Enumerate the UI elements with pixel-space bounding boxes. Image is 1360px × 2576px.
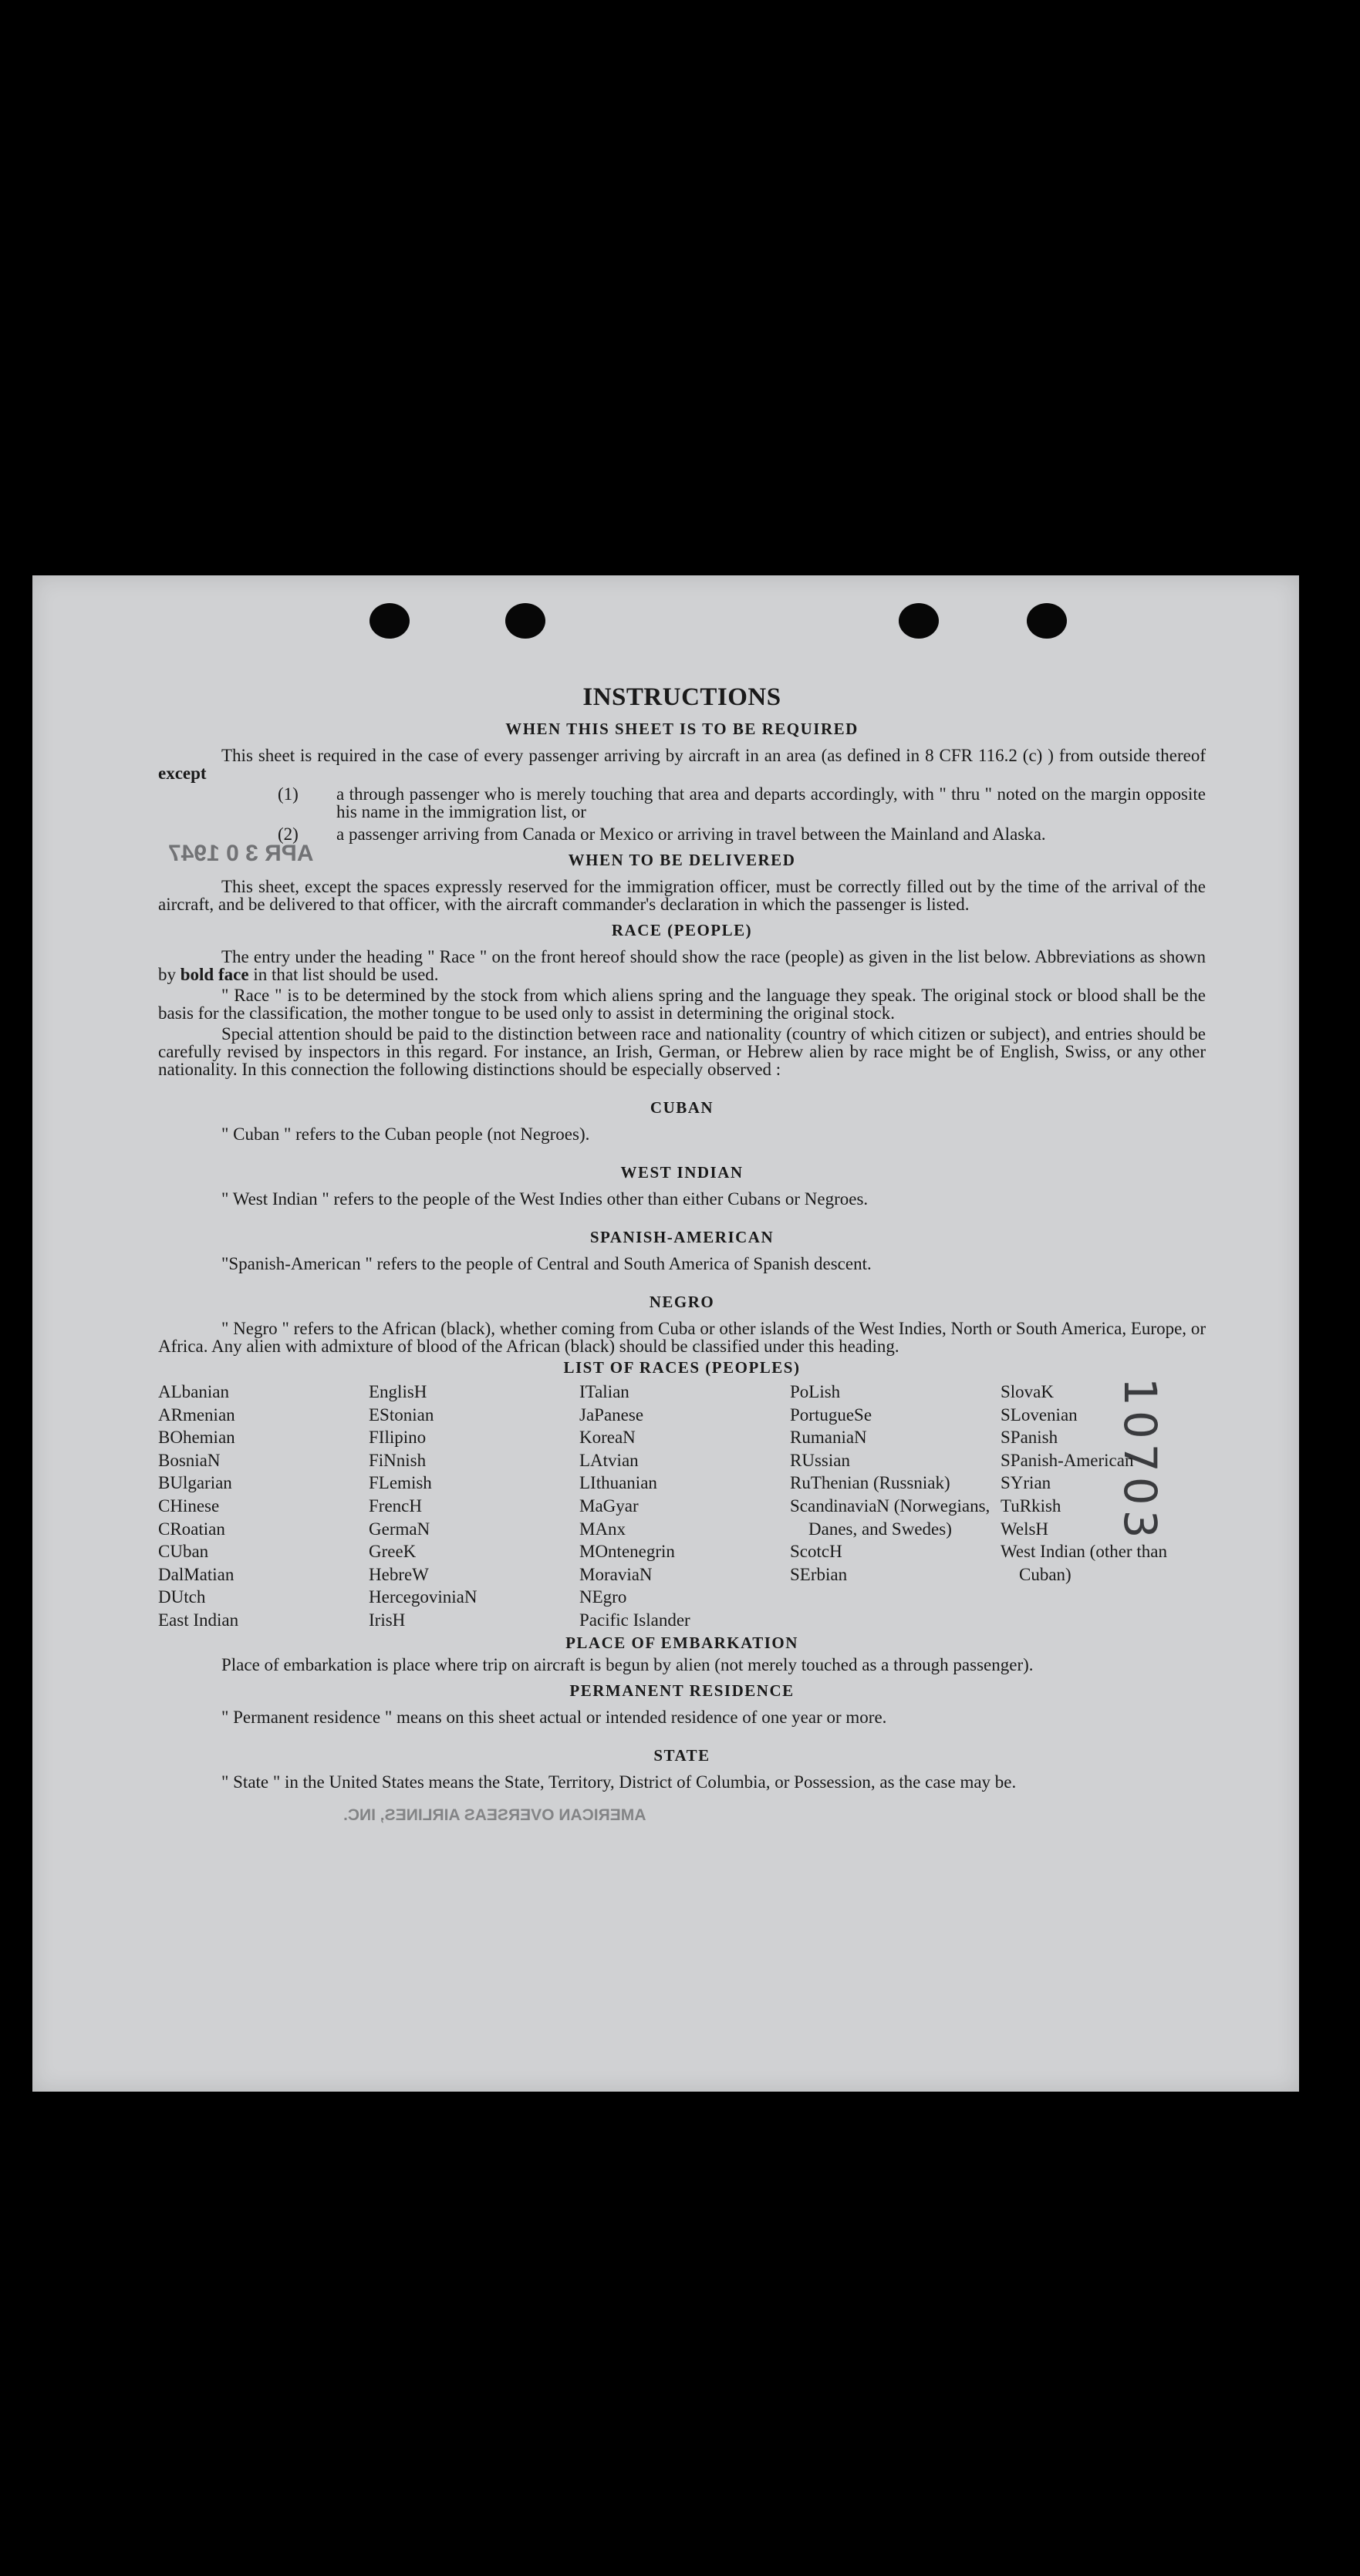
race-entry: FiNnish [369,1450,427,1470]
race-entry: West Indian (other than Cuban) [1001,1542,1167,1584]
race-column [579,1381,790,1632]
punch-hole [370,603,410,639]
race-entry: HebreW [369,1564,429,1584]
when-delivered-heading: WHEN TO BE DELIVERED [568,851,796,869]
race-entry: PoLish [790,1382,841,1401]
state-heading: STATE [653,1745,710,1765]
state-text: " State " in the United States means the State, Territory, District of Columbia, or Possession, as the case may be. [221,1772,1017,1792]
race-entry: HercegoviniaN [369,1587,478,1607]
race-entry: GermaN [369,1519,430,1539]
page-title: INSTRUCTIONS [582,683,781,711]
race-entry: SPanish-American [1001,1450,1134,1470]
race-entry: ScotcH [790,1542,842,1562]
negro-text: " Negro " refers to the African (black), whether coming from Cuba or other islands of the West Indies, North or South America, Europe, or Africa. Any alien with admixture of blood of the African (black) should be classified under this heading. [158,1319,1206,1356]
race-entry: DalMatian [158,1564,235,1584]
race-entry: Pacific Islander [579,1610,690,1630]
race-entry: SPanish [1001,1428,1058,1448]
date-stamp: APR 3 0 1947 [168,841,314,866]
race-entry: EStonian [369,1404,434,1425]
race-entry: MOntenegrin [579,1542,675,1562]
race-entry: ALbanian [158,1382,229,1401]
race-entry: FLemish [369,1473,432,1493]
race-column [369,1381,579,1632]
race-entry: DUtch [158,1587,206,1607]
instructions-content [158,683,1206,1794]
race-entry: EnglisH [369,1382,427,1401]
race-entry: ARmenian [158,1404,235,1425]
race-column [158,1381,369,1632]
race-entry: RUssian [790,1450,850,1470]
race-entry: CHinese [158,1495,220,1516]
race-text-2: " Race " is to be determined by the stock from which aliens spring and the language they speak. The original stock or blood shall be the basis for the classification, the mother tongue to be used only to assist in determining the original stock. [158,986,1206,1023]
race-heading: RACE (PEOPLE) [611,921,753,939]
race-entry: SYrian [1001,1473,1051,1493]
exception-item: (1) a through passenger who is merely touching that area and departs accordingly, with " thru " noted on the margin opposite his name in the immigration list, or [278,784,1206,821]
race-entry: ITalian [579,1382,629,1401]
race-entry: GreeK [369,1542,417,1562]
cuban-text: " Cuban " refers to the Cuban people (not Negroes). [221,1124,590,1144]
race-entry: KoreaN [579,1428,636,1448]
punch-hole [505,603,545,639]
west-indian-text: " West Indian " refers to the people of the West Indies other than either Cubans or Negroes. [221,1189,869,1209]
cuban-heading: CUBAN [650,1098,714,1117]
race-entry: MaGyar [579,1495,639,1516]
spanish-american-text: "Spanish-American " refers to the people of Central and South America of Spanish descent. [221,1254,872,1273]
race-entry: BUlgarian [158,1473,232,1493]
race-column [790,1381,1001,1632]
handwritten-number: 10703 [1114,1377,1166,1543]
race-entry: CRoatian [158,1519,225,1539]
race-entry: WelsH [1001,1519,1049,1539]
race-entry: SErbian [790,1564,848,1584]
embarkation-heading: PLACE OF EMBARKATION [565,1633,798,1652]
negro-heading: NEGRO [649,1293,715,1311]
race-entry: SlovaK [1001,1382,1054,1401]
exception-item: (2) a passenger arriving from Canada or Mexico or arriving in travel between the Mainland and Alaska. [278,824,1046,844]
punch-hole [1027,603,1067,639]
airline-stamp: AMERICAN OVERSEAS AIRLINES, INC. [343,1806,646,1824]
race-entry: ScandinaviaN (Norwegians, Danes, and Swedes) [790,1495,990,1539]
race-text-1: The entry under the heading " Race " on the front hereof should show the race (people) as given in the list below. Abbreviations as shown by bold face in that list should be used. [158,947,1206,984]
race-entry: BosniaN [158,1450,221,1470]
spanish-american-heading: SPANISH-AMERICAN [589,1228,774,1246]
race-column [1001,1381,1206,1632]
race-entry: LAtvian [579,1450,639,1470]
residence-heading: PERMANENT RESIDENCE [569,1681,795,1700]
when-required-text: This sheet is required in the case of every passenger arriving by aircraft in an area (as defined in 8 CFR 116.2 (c) ) from outside thereof except [158,746,1206,783]
race-entry: FIlipino [369,1428,427,1448]
residence-text: " Permanent residence " means on this sheet actual or intended residence of one year or more. [221,1707,887,1727]
race-entry: NEgro [579,1587,627,1607]
race-entry: RumaniaN [790,1428,867,1448]
race-entry: TuRkish [1001,1495,1061,1516]
race-entry: FrencH [369,1495,422,1516]
race-entry: JaPanese [579,1404,644,1425]
race-entry: CUban [158,1542,209,1562]
race-entry: PortugueSe [790,1404,872,1425]
when-required-heading: WHEN THIS SHEET IS TO BE REQUIRED [505,720,859,738]
race-entry: SLovenian [1001,1404,1078,1425]
race-entry: IrisH [369,1610,406,1630]
race-entry: BOhemian [158,1428,235,1448]
list-of-races-heading: LIST OF RACES (PEOPLES) [563,1358,801,1377]
race-text-3: Special attention should be paid to the distinction between race and nationality (country of which citizen or subject), and entries should be carefully revised by inspectors in this regard. For instance, an Irish, German, or Hebrew alien by race might be of English, Swiss, or any other nationality. In this connection the following distinctions should be especially observed : [158,1024,1206,1079]
race-entry: RuThenian (Russniak) [790,1473,950,1493]
race-entry: East Indian [158,1610,239,1630]
when-delivered-text: This sheet, except the spaces expressly reserved for the immigration officer, must be correctly filled out by the time of the arrival of the aircraft, and be delivered to that officer, with the aircraft commander's declaration in which the passenger is listed. [158,877,1206,914]
race-entry: LIthuanian [579,1473,657,1493]
embarkation-text: Place of embarkation is place where trip on aircraft is begun by alien (not merely touched as a through passenger). [221,1654,1034,1674]
punch-hole [899,603,939,639]
race-entry: MAnx [579,1519,626,1539]
race-entry: MoraviaN [579,1564,653,1584]
race-list [158,1381,1206,1632]
document-page [32,575,1299,2092]
west-indian-heading: WEST INDIAN [620,1163,744,1182]
